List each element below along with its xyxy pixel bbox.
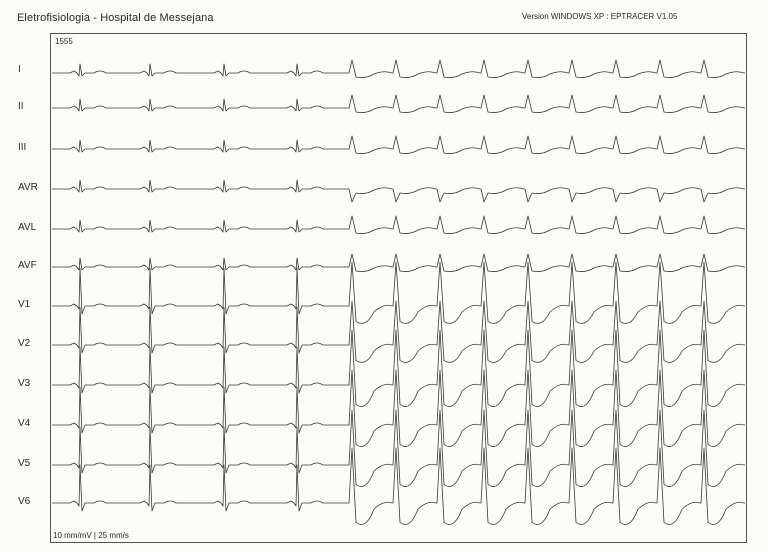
- ecg-trace-avr: [52, 180, 745, 202]
- ecg-trace-v1: [52, 262, 745, 323]
- lead-label-i: I: [18, 64, 21, 75]
- lead-label-ii: II: [18, 101, 24, 112]
- lead-label-v6: V6: [18, 496, 31, 507]
- lead-label-v4: V4: [18, 418, 31, 429]
- ecg-trace-i: [52, 60, 745, 78]
- lead-label-v2: V2: [18, 338, 31, 349]
- page-title: Eletrofisiologia - Hospital de Messejana: [17, 12, 214, 24]
- ecg-trace-v2: [52, 301, 745, 362]
- ecg-trace-iii: [52, 136, 745, 154]
- ecg-trace-ii: [52, 95, 745, 113]
- lead-label-v3: V3: [18, 378, 31, 389]
- lead-label-iii: III: [18, 142, 27, 153]
- scale-label: 10 mm/mV | 25 mm/s: [53, 531, 129, 540]
- lead-label-avr: AVR: [18, 182, 38, 193]
- lead-label-avl: AVL: [18, 222, 37, 233]
- lead-label-avf: AVF: [18, 260, 37, 271]
- software-version: Version WINDOWS XP : EPTRACER V1.05: [522, 12, 678, 21]
- ecg-trace-avf: [52, 254, 745, 272]
- lead-label-v1: V1: [18, 299, 31, 310]
- ecg-trace-avl: [52, 216, 745, 234]
- lead-label-v5: V5: [18, 458, 31, 469]
- record-id: 1555: [55, 37, 73, 46]
